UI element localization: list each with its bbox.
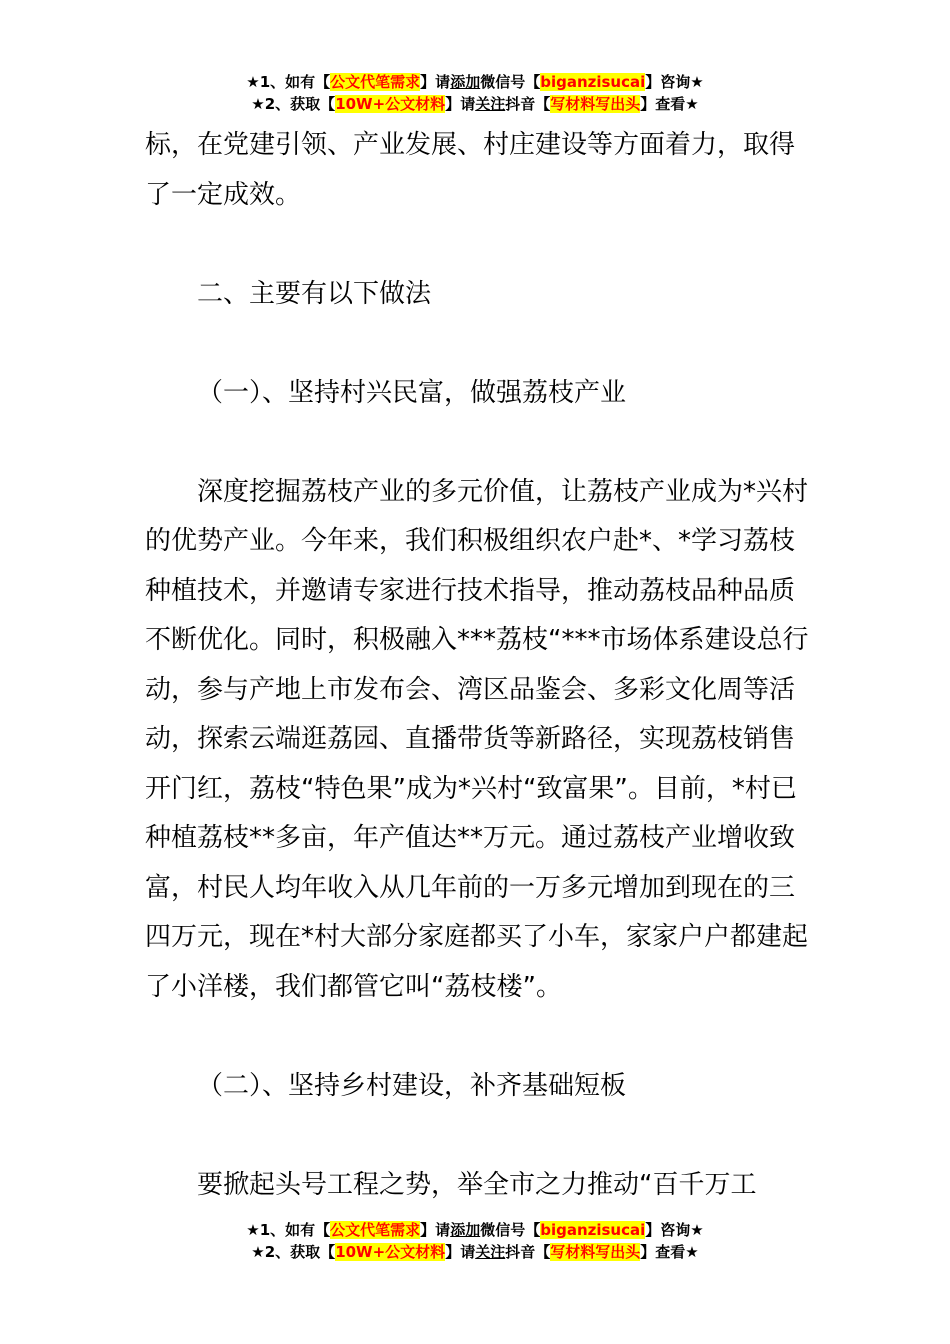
promo-banner-top (0, 71, 950, 115)
promo-banner-bottom (0, 1219, 950, 1263)
promo-text: 】请 (420, 73, 451, 91)
promo-text: 】咨询★ (645, 73, 704, 91)
promo-text: 】请 (420, 1221, 451, 1239)
document-body (145, 121, 810, 1210)
paragraph-gap (145, 1012, 810, 1062)
paragraph-gap (145, 1111, 810, 1161)
promo-text: 】咨询★ (645, 1221, 704, 1239)
body-paragraph-2: 要掀起头号工程之势，举全市之力推动“百千万工 (197, 1169, 757, 1200)
promo-text: 抖音【 (505, 95, 551, 113)
promo-text: ★2、获取【 (251, 1243, 336, 1261)
subsection-heading-2: （二）、坚持乡村建设，补齐基础短板 (197, 1070, 627, 1101)
promo-highlight: 10W+公文材料 (335, 95, 446, 113)
promo-highlight: 公文代笔需求 (330, 73, 421, 91)
promo-text: ★2、获取【 (251, 95, 336, 113)
promo-highlight: 公文代笔需求 (330, 1221, 421, 1239)
promo-text: 】查看★ (640, 1243, 699, 1261)
promo-highlight: 写材料写出头 (550, 95, 641, 113)
promo-underline: 关注 (475, 95, 506, 113)
promo-underline: 关注 (475, 1243, 506, 1261)
paragraph-gap (145, 220, 810, 270)
promo-highlight: 10W+公文材料 (335, 1243, 446, 1261)
section-heading: 二、主要有以下做法 (197, 278, 432, 309)
promo-text: 微信号【 (480, 1221, 541, 1239)
promo-line-2 (0, 1241, 950, 1263)
promo-line-2 (0, 93, 950, 115)
promo-text: 】查看★ (640, 95, 699, 113)
promo-text: 】请 (445, 1243, 476, 1261)
promo-text: ★1、如有【 (246, 73, 331, 91)
promo-text: 】请 (445, 95, 476, 113)
promo-text: 抖音【 (505, 1243, 551, 1261)
continuation-paragraph: 标，在党建引领、产业发展、村庄建设等方面着力，取得了一定成效。 (145, 130, 796, 210)
paragraph-gap (145, 319, 810, 369)
promo-underline: 添加 (450, 1221, 481, 1239)
promo-line-1 (0, 1219, 950, 1241)
subsection-heading-1: （一）、坚持村兴民富，做强荔枝产业 (197, 377, 627, 408)
paragraph-gap (145, 418, 810, 468)
promo-highlight: biganzisucai (540, 73, 646, 91)
promo-text: 微信号【 (480, 73, 541, 91)
body-paragraph-1: 深度挖掘荔枝产业的多元价值，让荔枝产业成为*兴村的优势产业。今年来，我们积极组织农户赴*、*学习荔枝种植技术，并邀请专家进行技术指导，推动荔枝品种品质不断优化。同时，积极融入***荔枝“***市场体系建设总行动，参与产地上市发布会、湾区品鉴会、多彩文化周等活动，探索云端逛荔园、直播带货等新路径，实现荔枝销售开门红，荔枝“特色果”成为*兴村“致富果”。目前，*村已种植荔枝**多亩，年产值达**万元。通过荔枝产业增收致富，村民人均年收入从几年前的一万多元增加到现在的三四万元，现在*村大部分家庭都买了小车，家家户户都建起了小洋楼，我们都管它叫“荔枝楼”。 (145, 476, 809, 1002)
promo-underline: 添加 (450, 73, 481, 91)
promo-line-1 (0, 71, 950, 93)
promo-highlight: biganzisucai (540, 1221, 646, 1239)
promo-highlight: 写材料写出头 (550, 1243, 641, 1261)
promo-text: ★1、如有【 (246, 1221, 331, 1239)
